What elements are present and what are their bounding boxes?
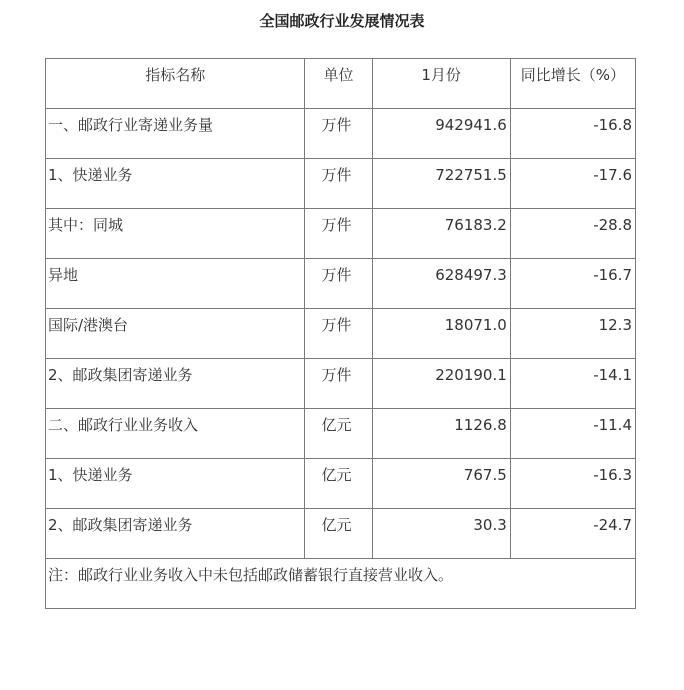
row-yoy-value: -11.4 (510, 409, 635, 459)
table-header-row (46, 59, 636, 109)
table-row (46, 259, 636, 309)
row-indicator-name: 一、邮政行业寄递业务量 (46, 109, 305, 159)
row-yoy-value: 12.3 (510, 309, 635, 359)
table-row (46, 309, 636, 359)
table-row (46, 109, 636, 159)
row-january-value: 722751.5 (372, 159, 510, 209)
row-january-value: 942941.6 (372, 109, 510, 159)
row-unit: 万件 (305, 159, 372, 209)
row-january-value: 76183.2 (372, 209, 510, 259)
row-yoy-value: -16.8 (510, 109, 635, 159)
row-indicator-name: 2、邮政集团寄递业务 (46, 509, 305, 559)
table-row (46, 409, 636, 459)
row-unit: 万件 (305, 209, 372, 259)
row-indicator-name: 1、快递业务 (46, 459, 305, 509)
row-unit: 亿元 (305, 509, 372, 559)
row-january-value: 1126.8 (372, 409, 510, 459)
table-row (46, 209, 636, 259)
row-indicator-name: 二、邮政行业业务收入 (46, 409, 305, 459)
row-unit: 万件 (305, 109, 372, 159)
header-unit: 单位 (305, 59, 372, 109)
header-indicator-name: 指标名称 (46, 59, 305, 109)
row-yoy-value: -14.1 (510, 359, 635, 409)
table-row (46, 359, 636, 409)
row-yoy-value: -16.3 (510, 459, 635, 509)
row-unit: 万件 (305, 309, 372, 359)
row-january-value: 628497.3 (372, 259, 510, 309)
table-note-row (46, 559, 636, 609)
row-yoy-value: -16.7 (510, 259, 635, 309)
row-indicator-name: 1、快递业务 (46, 159, 305, 209)
row-indicator-name: 异地 (46, 259, 305, 309)
row-indicator-name: 其中：同城 (46, 209, 305, 259)
table-row (46, 459, 636, 509)
header-january: 1月份 (372, 59, 510, 109)
row-unit: 万件 (305, 359, 372, 409)
row-yoy-value: -17.6 (510, 159, 635, 209)
header-yoy-growth: 同比增长（%） (510, 59, 635, 109)
row-unit: 万件 (305, 259, 372, 309)
row-yoy-value: -24.7 (510, 509, 635, 559)
row-indicator-name: 国际/港澳台 (46, 309, 305, 359)
table-title: 全国邮政行业发展情况表 (259, 12, 425, 30)
table-row (46, 509, 636, 559)
row-january-value: 18071.0 (372, 309, 510, 359)
row-january-value: 30.3 (372, 509, 510, 559)
table-row (46, 159, 636, 209)
row-january-value: 767.5 (372, 459, 510, 509)
table-note: 注：邮政行业业务收入中未包括邮政储蓄银行直接营业收入。 (46, 559, 636, 609)
row-indicator-name: 2、邮政集团寄递业务 (46, 359, 305, 409)
postal-industry-table (45, 58, 636, 609)
row-unit: 亿元 (305, 459, 372, 509)
row-unit: 亿元 (305, 409, 372, 459)
row-yoy-value: -28.8 (510, 209, 635, 259)
row-january-value: 220190.1 (372, 359, 510, 409)
